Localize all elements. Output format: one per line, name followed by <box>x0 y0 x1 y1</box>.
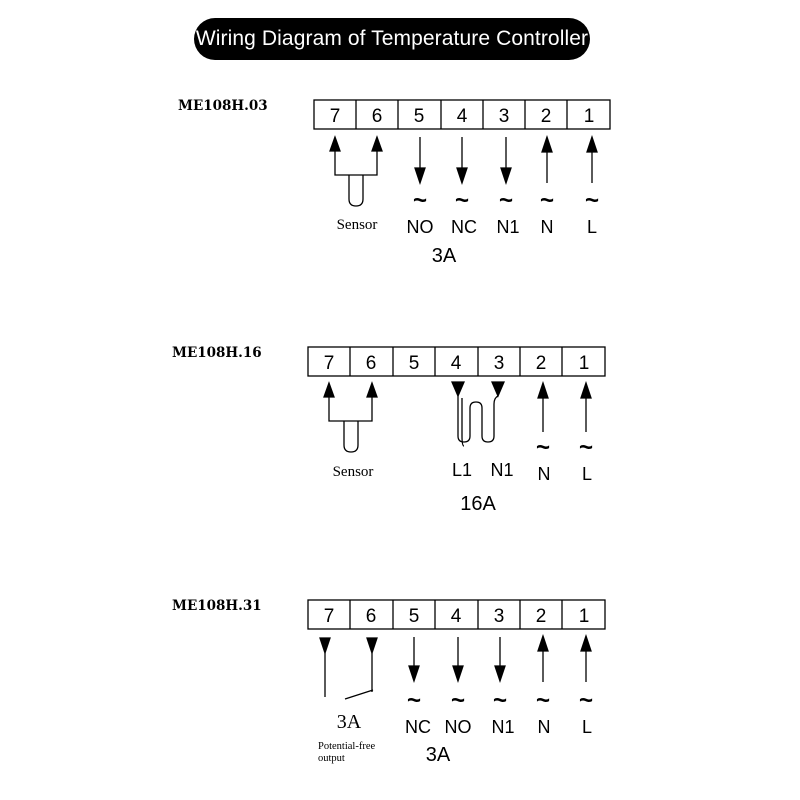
diagram-me108h-03 <box>178 98 610 267</box>
terminal-label-no: NO <box>406 217 434 237</box>
model-label: ME108H.03 <box>178 98 268 114</box>
input-arrows <box>538 383 591 432</box>
relay-contact-symbol <box>320 638 377 699</box>
terminal-4: 4 <box>450 353 462 374</box>
tilde-icon: ~ <box>578 434 594 461</box>
terminal-1: 1 <box>583 106 595 127</box>
output-arrows <box>409 637 505 681</box>
current-rating: 16A <box>460 493 496 515</box>
contact-label-line-1: Potential-free <box>318 741 376 752</box>
terminal-7: 7 <box>323 606 335 627</box>
terminal-label-n: N <box>537 464 551 484</box>
terminal-label-n: N <box>540 217 554 237</box>
terminal-2: 2 <box>540 106 552 127</box>
terminal-label-n1: N1 <box>496 217 520 237</box>
heater-element-symbol <box>452 382 504 446</box>
tilde-icon: ~ <box>578 687 594 714</box>
terminal-4: 4 <box>450 606 462 627</box>
input-arrows <box>538 636 591 682</box>
terminal-1: 1 <box>578 606 590 627</box>
terminal-5: 5 <box>408 353 420 374</box>
terminal-3: 3 <box>493 606 505 627</box>
contact-label-line-2: output <box>318 753 345 764</box>
terminal-4: 4 <box>456 106 468 127</box>
sensor-label: Sensor <box>332 464 374 480</box>
terminal-5: 5 <box>408 606 420 627</box>
tilde-icon: ~ <box>492 687 508 714</box>
tilde-icon: ~ <box>454 187 470 214</box>
terminal-label-nc: NC <box>405 717 431 737</box>
terminal-label-n1: N1 <box>490 460 514 480</box>
model-label: ME108H.16 <box>172 345 262 361</box>
terminal-3: 3 <box>493 353 505 374</box>
terminal-label-no: NO <box>444 717 472 737</box>
terminal-label-n1: N1 <box>491 717 515 737</box>
terminal-1: 1 <box>578 353 590 374</box>
tilde-icon: ~ <box>539 187 555 214</box>
tilde-icon: ~ <box>412 187 428 214</box>
terminal-2: 2 <box>535 353 547 374</box>
terminal-label-l: L <box>586 217 598 237</box>
tilde-icon: ~ <box>498 187 514 214</box>
tilde-icon: ~ <box>535 434 551 461</box>
contact-rating: 3A <box>336 711 362 733</box>
terminal-6: 6 <box>371 106 383 127</box>
terminal-label-n: N <box>537 717 551 737</box>
diagram-me108h-31 <box>172 598 605 766</box>
sensor-label: Sensor <box>336 217 378 233</box>
current-rating: 3A <box>425 744 451 766</box>
tilde-icon: ~ <box>535 687 551 714</box>
diagram-me108h-16 <box>172 345 605 515</box>
terminal-5: 5 <box>413 106 425 127</box>
current-rating: 3A <box>431 245 457 267</box>
terminal-7: 7 <box>323 353 335 374</box>
terminal-label-l1: L1 <box>451 460 473 480</box>
terminal-2: 2 <box>535 606 547 627</box>
terminal-3: 3 <box>498 106 510 127</box>
tilde-icon: ~ <box>584 187 600 214</box>
terminal-label-l: L <box>581 464 593 484</box>
terminal-6: 6 <box>365 606 377 627</box>
terminal-label-l: L <box>581 717 593 737</box>
sensor-symbol <box>324 383 377 452</box>
diagram-title: Wiring Diagram of Temperature Controller <box>194 18 590 60</box>
tilde-icon: ~ <box>406 687 422 714</box>
output-arrows <box>415 137 511 183</box>
terminal-label-nc: NC <box>451 217 477 237</box>
terminal-7: 7 <box>329 106 341 127</box>
input-arrows <box>542 137 597 183</box>
tilde-icon: ~ <box>450 687 466 714</box>
terminal-6: 6 <box>365 353 377 374</box>
model-label: ME108H.31 <box>172 598 262 614</box>
sensor-symbol <box>330 137 382 206</box>
